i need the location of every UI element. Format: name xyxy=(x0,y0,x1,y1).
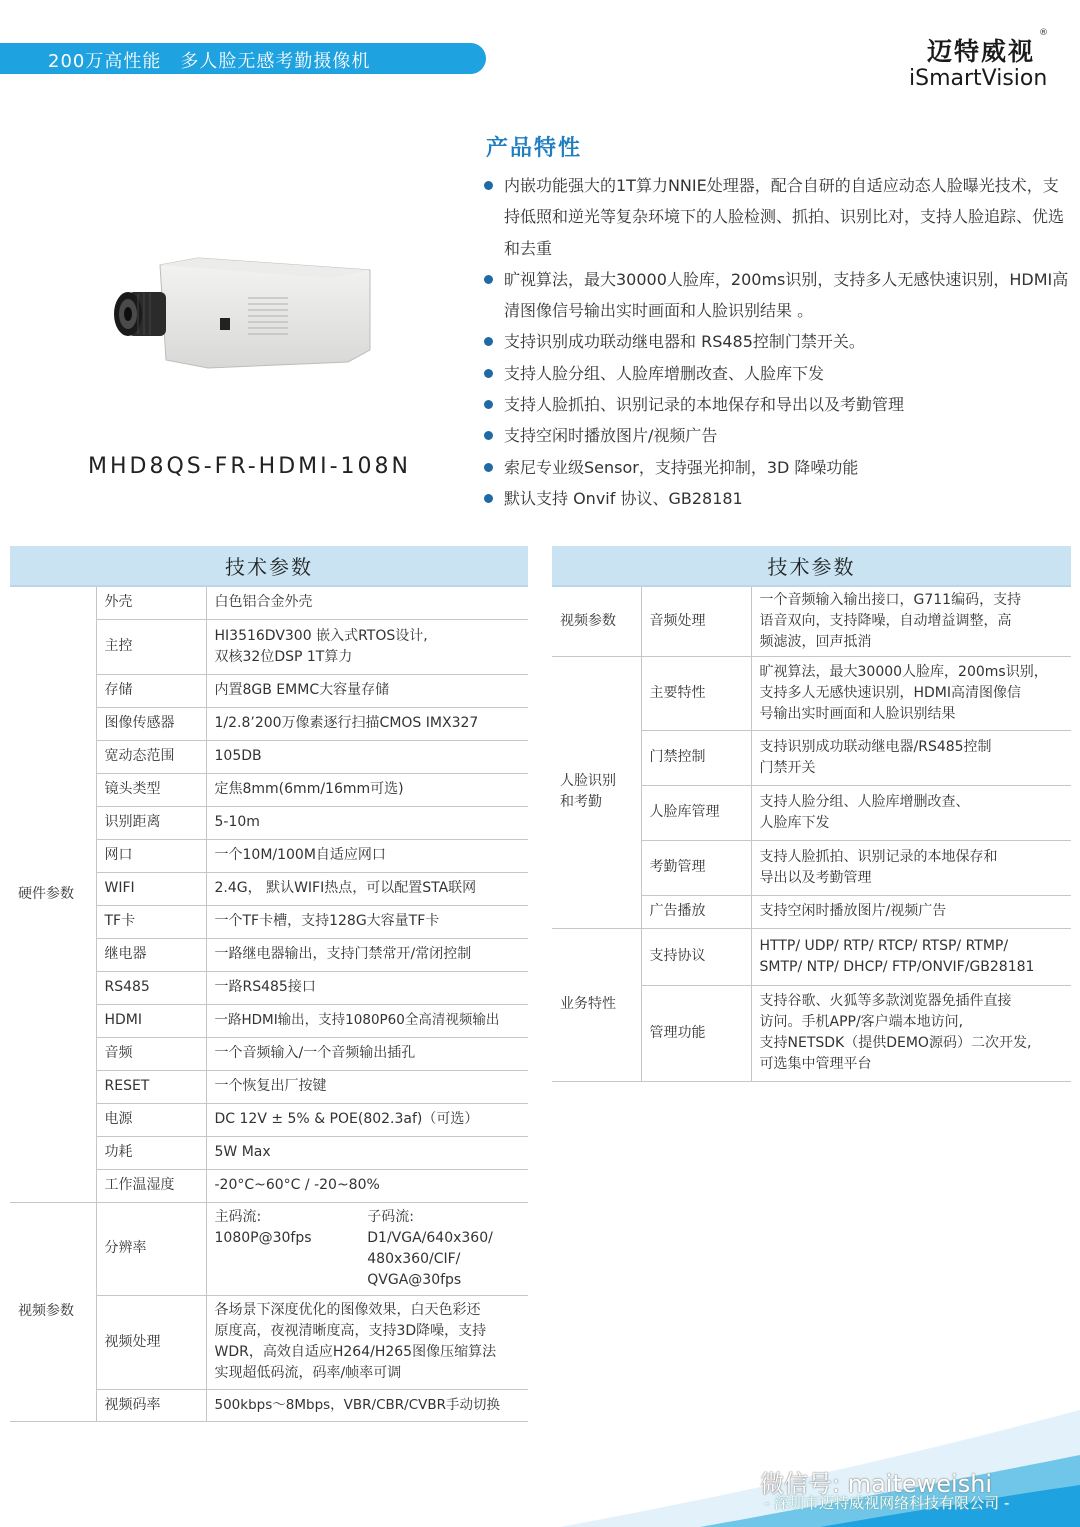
param-key: 视频码率 xyxy=(96,1389,206,1421)
param-key: 功耗 xyxy=(96,1136,206,1169)
param-value-line: 支持多人无感快速识别，HDMI高清图像信 xyxy=(759,684,1022,701)
param-value: 一路RS485接口 xyxy=(206,971,528,1004)
table-title: 技术参数 xyxy=(552,546,1071,586)
param-key: 考勤管理 xyxy=(641,840,751,895)
param-value: 5-10m xyxy=(206,806,528,839)
param-value-line: WDR，高效自适应H264/H265图像压缩算法 xyxy=(214,1344,497,1360)
param-value xyxy=(206,1295,528,1389)
table-title: 技术参数 xyxy=(10,546,528,586)
param-key: RS485 xyxy=(96,971,206,1004)
group-label-face xyxy=(552,656,641,928)
group-label-business: 业务特性 xyxy=(552,928,641,1081)
param-key: 图像传感器 xyxy=(96,707,206,740)
spec-table-right xyxy=(552,546,1071,1082)
feature-item: 内嵌功能强大的1T算力NNIE处理器，配合自研的自适应动态人脸曝光技术，支持低照和逆光等复杂环境下的人脸检测、抓拍、识别比对，支持人脸追踪、优选和去重 xyxy=(480,170,1070,264)
sub-stream-label: 子码流: xyxy=(367,1208,414,1225)
param-key: 宽动态范围 xyxy=(96,740,206,773)
feature-item: 支持识别成功联动继电器和 RS485控制门禁开关。 xyxy=(480,326,1070,357)
feature-item: 旷视算法，最大30000人脸库，200ms识别，支持多人无感快速识别，HDMI高清图像信号输出实时画面和人脸识别结果 。 xyxy=(480,264,1070,327)
param-value-line: 可选集中管理平台 xyxy=(759,1056,872,1072)
param-value: 500kbps～8Mbps，VBR/CBR/CVBR手动切换 xyxy=(206,1389,528,1421)
logo-chinese-name: 迈特威视 xyxy=(927,37,1036,66)
features-title: 产品特性 xyxy=(486,136,583,161)
param-value: 一路继电器输出，支持门禁常开/常闭控制 xyxy=(206,938,528,971)
param-value: 一个TF卡槽，支持128G大容量TF卡 xyxy=(206,905,528,938)
param-key: 分辨率 xyxy=(96,1202,206,1295)
param-value-line: 支持识别成功联动继电器/RS485控制 xyxy=(759,738,992,755)
param-value: 白色铝合金外壳 xyxy=(206,586,528,619)
param-value-line: 支持谷歌、火狐等多款浏览器免插件直接 xyxy=(759,993,1012,1009)
param-key: 主要特性 xyxy=(641,656,751,730)
param-value: 一个恢复出厂按键 xyxy=(206,1070,528,1103)
param-value-line: 频滤波，回声抵消 xyxy=(759,633,872,650)
param-key: TF卡 xyxy=(96,905,206,938)
param-value: 定焦8mm(6mm/16mm可选) xyxy=(206,773,528,806)
group-label-video: 视频参数 xyxy=(552,586,641,656)
group-label-line: 和考勤 xyxy=(560,794,602,810)
param-value xyxy=(751,840,1071,895)
param-key: 电源 xyxy=(96,1103,206,1136)
param-key: 主控 xyxy=(96,619,206,674)
param-value xyxy=(751,985,1071,1081)
param-key: 音频处理 xyxy=(641,586,751,656)
param-key: 存储 xyxy=(96,674,206,707)
param-value-line: HI3516DV300 嵌入式RTOS设计, xyxy=(214,627,428,644)
param-value-line: 支持人脸抓拍、识别记录的本地保存和 xyxy=(759,848,998,865)
sub-stream-value: QVGA@30fps xyxy=(367,1271,462,1288)
wechat-id: 微信号: maiteweishi xyxy=(760,1470,993,1498)
param-value-line: 支持空闲时播放图片/视频广告 xyxy=(759,903,947,919)
param-value-line: 旷视算法，最大30000人脸库，200ms识别， xyxy=(759,663,1048,680)
param-value: -20°C~60°C / -20~80% xyxy=(206,1169,528,1202)
param-value-line: 双核32位DSP 1T算力 xyxy=(214,648,353,665)
param-key: 识别距离 xyxy=(96,806,206,839)
param-value-line: HTTP/ UDP/ RTP/ RTCP/ RTSP/ RTMP/ xyxy=(759,937,1009,954)
param-key: 管理功能 xyxy=(641,985,751,1081)
feature-item: 默认支持 Onvif 协议、GB28181 xyxy=(480,483,1070,514)
feature-item: 支持人脸分组、人脸库增删改查、人脸库下发 xyxy=(480,358,1070,389)
param-value: 1/2.8’200万像素逐行扫描CMOS IMX327 xyxy=(206,707,528,740)
param-value xyxy=(751,586,1071,656)
param-key: 网口 xyxy=(96,839,206,872)
sub-stream-value: 480x360/CIF/ xyxy=(367,1250,461,1267)
main-stream-value: 1080P@30fps xyxy=(214,1229,312,1246)
param-value xyxy=(206,619,528,674)
group-label-video: 视频参数 xyxy=(10,1202,96,1421)
param-value-line: 访问。手机APP/客户端本地访问, xyxy=(759,1014,964,1030)
param-value-line: SMTP/ NTP/ DHCP/ FTP/ONVIF/GB28181 xyxy=(759,958,1035,975)
feature-item: 支持空闲时播放图片/视频广告 xyxy=(480,420,1070,451)
features-list xyxy=(480,170,1070,514)
param-value xyxy=(751,656,1071,730)
param-key: 广告播放 xyxy=(641,895,751,928)
param-value xyxy=(751,785,1071,840)
param-key: 镜头类型 xyxy=(96,773,206,806)
spec-table-left xyxy=(10,546,528,1422)
param-value: 一个音频输入/一个音频输出插孔 xyxy=(206,1037,528,1070)
param-value-line: 号输出实时画面和人脸识别结果 xyxy=(759,705,956,722)
param-value-line: 人脸库下发 xyxy=(759,814,830,831)
param-value-line: 导出以及考勤管理 xyxy=(759,869,872,886)
feature-item: 支持人脸抓拍、识别记录的本地保存和导出以及考勤管理 xyxy=(480,389,1070,420)
param-value: 105DB xyxy=(206,740,528,773)
param-key: RESET xyxy=(96,1070,206,1103)
param-value-line: 门禁开关 xyxy=(759,759,816,776)
group-label-hardware: 硬件参数 xyxy=(10,586,96,1202)
param-key: 门禁控制 xyxy=(641,730,751,785)
param-key: 支持协议 xyxy=(641,928,751,985)
param-key: 人脸库管理 xyxy=(641,785,751,840)
param-key: 外壳 xyxy=(96,586,206,619)
param-value xyxy=(751,895,1071,928)
logo-english-name: iSmartVision xyxy=(909,66,1048,91)
param-key: HDMI xyxy=(96,1004,206,1037)
param-value: 一个10M/100M自适应网口 xyxy=(206,839,528,872)
param-value: 内置8GB EMMC大容量存储 xyxy=(206,674,528,707)
param-value: 2.4G， 默认WIFI热点，可以配置STA联网 xyxy=(206,872,528,905)
param-key: 视频处理 xyxy=(96,1295,206,1389)
feature-item: 索尼专业级Sensor，支持强光抑制，3D 降噪功能 xyxy=(480,452,1070,483)
param-value xyxy=(751,928,1071,985)
title-banner xyxy=(0,43,486,74)
param-value xyxy=(206,1202,528,1295)
product-model: MHD8QS-FR-HDMI-108N xyxy=(88,454,412,479)
company-name: - 深圳市迈特威视网络科技有限公司 - xyxy=(764,1494,1010,1512)
param-key: 继电器 xyxy=(96,938,206,971)
banner-title: 200万高性能 多人脸无感考勤摄像机 xyxy=(48,51,371,72)
footer xyxy=(760,1462,1080,1522)
group-label-line: 人脸识别 xyxy=(560,773,616,789)
sub-stream-value: D1/VGA/640x360/ xyxy=(367,1229,493,1246)
param-value xyxy=(751,730,1071,785)
param-key: 工作温湿度 xyxy=(96,1169,206,1202)
param-value: 一路HDMI输出，支持1080P60全高清视频输出 xyxy=(206,1004,528,1037)
param-value-line: 一个音频输入输出接口，G711编码，支持 xyxy=(759,591,1022,608)
param-value-line: 各场景下深度优化的图像效果，白天色彩还 xyxy=(214,1302,481,1318)
param-key: 音频 xyxy=(96,1037,206,1070)
brand-logo xyxy=(905,28,1065,98)
main-stream-label: 主码流: xyxy=(214,1208,262,1225)
param-value-line: 原度高，夜视清晰度高，支持3D降噪，支持 xyxy=(214,1323,487,1339)
param-key: WIFI xyxy=(96,872,206,905)
param-value-line: 语音双向，支持降噪，自动增益调整，高 xyxy=(759,612,1012,629)
param-value-line: 实现超低码流，码率/帧率可调 xyxy=(214,1365,402,1381)
param-value: DC 12V ± 5% & POE(802.3af)（可选） xyxy=(206,1103,528,1136)
param-value: 5W Max xyxy=(206,1136,528,1169)
camera-product-image xyxy=(108,250,378,380)
param-value-line: 支持人脸分组、人脸库增删改查、 xyxy=(759,793,970,810)
registered-mark: ® xyxy=(1039,28,1048,38)
param-value-line: 支持NETSDK（提供DEMO源码）二次开发, xyxy=(759,1035,1032,1051)
